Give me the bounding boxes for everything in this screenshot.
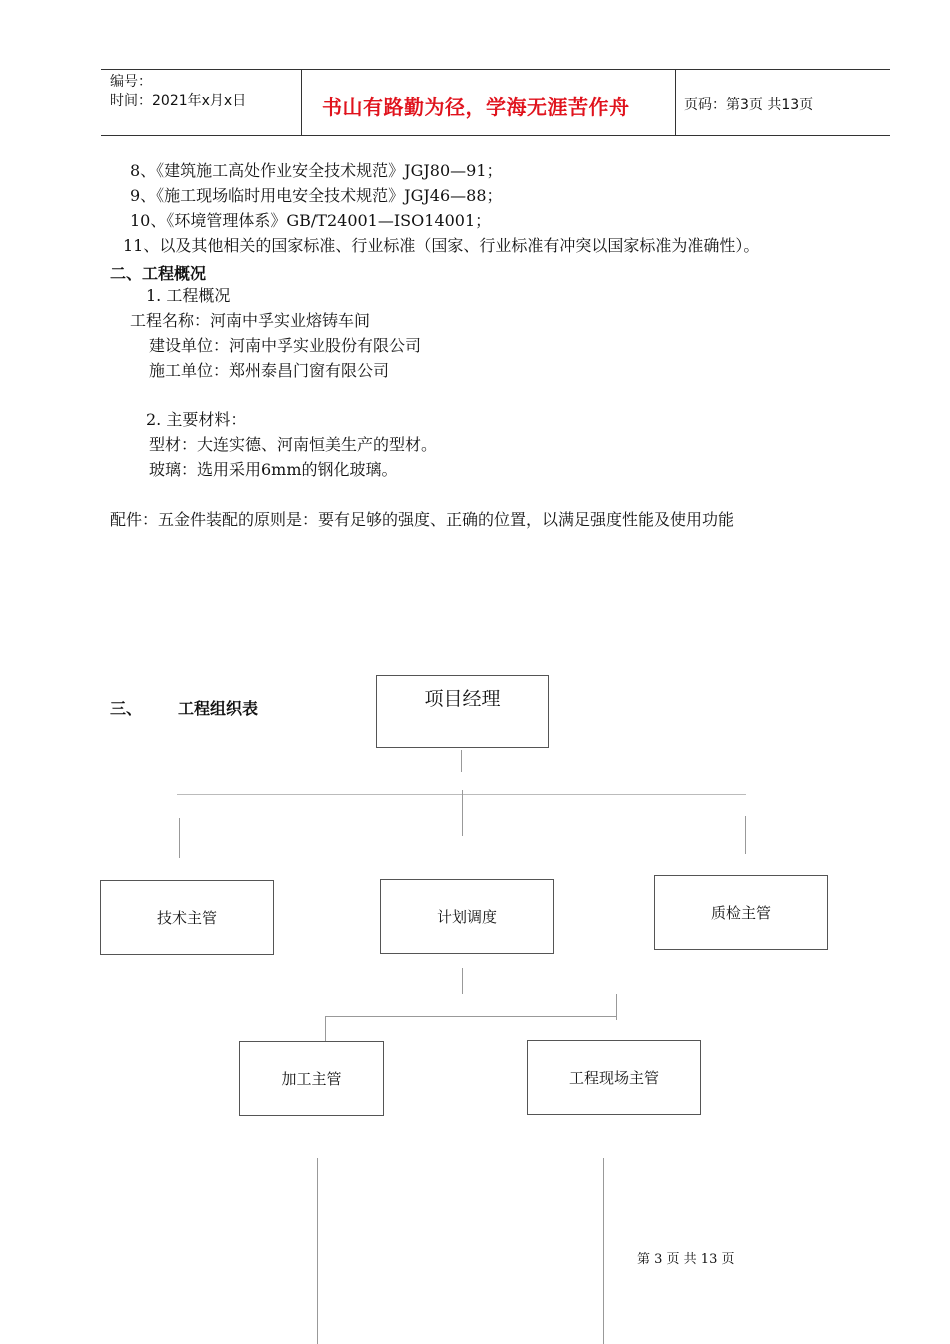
- org-connector: [462, 968, 463, 994]
- org-box-qc: [654, 875, 828, 950]
- builder-unit: 建设单位：河南中孚实业股份有限公司: [149, 336, 422, 355]
- header-divider-left: [301, 69, 302, 135]
- header-number-label: 编号：: [110, 74, 152, 90]
- org-box-project-manager: [376, 675, 549, 748]
- standard-item-11: 11、以及其他相关的国家标准、行业标准（国家、行业标准有冲突以国家标准为准确性）。: [123, 236, 760, 255]
- header-bottom-rule: [101, 135, 890, 136]
- org-label-qc: 质检主管: [710, 904, 771, 922]
- contractor-unit: 施工单位：郑州泰昌门窗有限公司: [149, 361, 390, 380]
- section-heading-org: 工程组织表: [178, 699, 259, 718]
- org-label-site: 工程现场主管: [568, 1069, 659, 1087]
- org-connector: [325, 1016, 326, 1042]
- section-heading-overview: 二、工程概况: [110, 264, 207, 283]
- header-time-label: 时间：2021年x月x日: [110, 93, 247, 109]
- org-label-process: 加工主管: [281, 1070, 342, 1088]
- org-connector: [461, 750, 462, 772]
- project-name: 工程名称：河南中孚实业熔铸车间: [130, 311, 371, 330]
- org-box-process: [239, 1041, 384, 1116]
- page-footer: 第 3 页 共 13 页: [637, 1252, 735, 1267]
- org-connector: [179, 818, 180, 858]
- org-box-tech: [100, 880, 274, 955]
- org-box-site: [527, 1040, 701, 1115]
- material-fittings: 配件：五金件装配的原则是：要有足够的强度、正确的位置，以满足强度性能及使用功能: [110, 510, 735, 529]
- standard-item-9: 9、《施工现场临时用电安全技术规范》JGJ46—88；: [130, 186, 503, 205]
- org-connector: [462, 790, 463, 836]
- material-glass: 玻璃：选用采用6mm的钢化玻璃。: [149, 460, 398, 479]
- standard-item-8: 8、《建筑施工高处作业安全技术规范》JGJ80—91；: [130, 161, 503, 180]
- org-label-tech: 技术主管: [156, 909, 217, 927]
- header-motto: 书山有路勤为径，学海无涯苦作舟: [322, 95, 630, 119]
- material-profile: 型材：大连实德、河南恒美生产的型材。: [149, 435, 438, 454]
- header-top-rule: [101, 69, 890, 70]
- org-connector: [325, 1016, 616, 1017]
- org-label-plan: 计划调度: [436, 908, 497, 926]
- subheading-project-overview: 1. 工程概况: [146, 286, 231, 305]
- standard-item-10: 10、《环境管理体系》GB/T24001—ISO14001；: [130, 211, 492, 230]
- org-connector: [616, 994, 617, 1020]
- org-connector: [317, 1158, 318, 1344]
- org-connector: [603, 1158, 604, 1344]
- org-box-plan: [380, 879, 554, 954]
- org-connector: [745, 816, 746, 854]
- header-page-info: 页码：第3页 共13页: [684, 97, 814, 113]
- section-number-org: 三、: [110, 699, 143, 718]
- org-label-project-manager: 项目经理: [424, 688, 501, 710]
- subheading-materials: 2. 主要材料：: [146, 410, 247, 429]
- header-divider-right: [675, 69, 676, 135]
